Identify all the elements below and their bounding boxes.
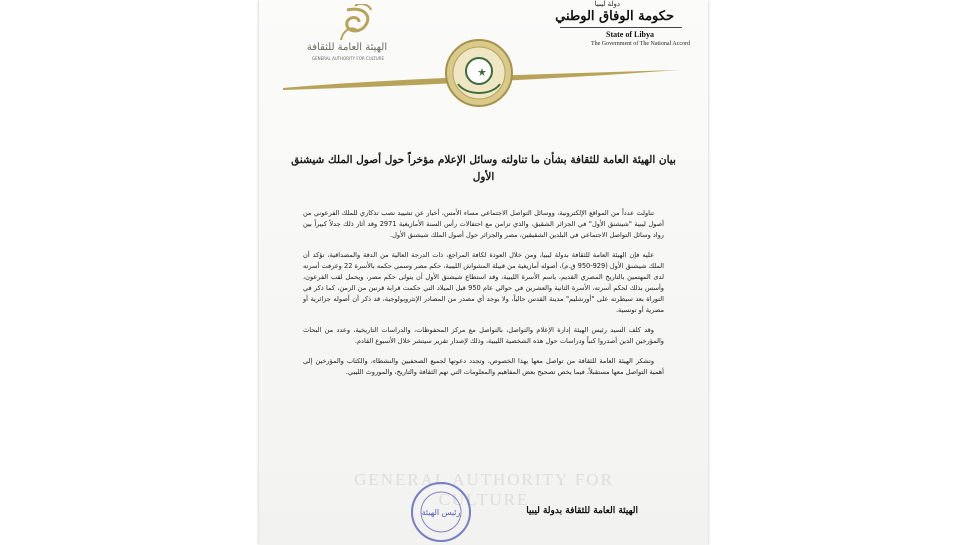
logo-english-text: GENERAL AUTHORITY FOR CULTURE bbox=[312, 56, 384, 61]
state-english: State of Libya bbox=[606, 30, 654, 39]
logo-arabic-text: الهيئة العامة للثقافة bbox=[306, 42, 388, 53]
stamp-text: رئيس الهيئة bbox=[421, 508, 461, 517]
header-divider bbox=[560, 27, 682, 28]
government-arabic: حكومة الوفاق الوطني bbox=[555, 9, 674, 24]
paragraph-4: وتشكر الهيئة العامة للثقافة من تواصل معها بهذا الخصوص، وتجدد دعوتها لجميع الصحفيين والنشطاء، والكتاب والمؤرخين إلى أهمية التواصل معها مستقبلاً، فيما يخص تصحيح بعض المفاهيم والمعلومات التي تهم الثقافة والتاريخ، والموروث الليبي. bbox=[303, 357, 664, 376]
signature-line: الهيئة العامة للثقافة بدولة ليبيا bbox=[526, 506, 638, 516]
paragraph-2: عليه فإن الهيئة العامة للثقافة بدولة ليبيا، ومن خلال العودة لكافة المراجع، ذات الدرجة العالية من الدقة والمصداقية، تؤكد أن الملك شيشنق الأول (929-950 ق.م)، أصوله أمازيغية من قبيلة المشواش الليبية، حكم مصر وسمي حكمه بالأسرة 22 وعرفت أسرته لدى المهتمين بالتاريخ المصري القديم، باسم الأسرة الليبية، وقد استطاع شيشنق الأول أن يتولى حكم مصر، ويحمل لقب الفرعون، وأسس بذلك لحكم أسرته، الأسرة الثانية والعشرين في حوالي عام 950 قبل الميلاد التي حكمت قرابة قرنين من الزمن، كما ذكر في التوراة بعد سيطرته على "أورشليم" مدينة القدس حالياً، ولا يوجد أي مصدر من المصادر الإنثروبولوجية، قد ذكر أن أصوله جزائرية أو مصرية أو تونسية. bbox=[303, 251, 664, 314]
paragraph-1: تناولت عدداً من المواقع الإلكترونية، ووسائل التواصل الاجتماعي مساء الأمس، أخبار عن تشييد نصب تذكاري للملك الفرعوني من أصول ليبية "شيشنق الأول" في الجزائر الشقيق، والذي تزامن مع احتفالات رأس السنة الأمازيغية 2971 وقد أثار ذلك جدلاً كبيراً بين رواد وسائل التواصل الاجتماعي في البلدين الشقيقين، مصر والجزائر حول أصول الملك شيشنق الأول. bbox=[303, 209, 664, 239]
watermark-text: GENERAL AUTHORITY FOR CULTURE bbox=[354, 470, 614, 509]
government-seal-icon bbox=[444, 38, 514, 108]
document-page bbox=[259, 0, 708, 545]
state-arabic: دولة ليبيا bbox=[594, 0, 620, 8]
government-english: The Government of The National Accord bbox=[590, 41, 690, 47]
official-stamp-icon bbox=[409, 480, 473, 544]
government-header bbox=[540, 0, 700, 48]
document-title: بيان الهيئة العامة للثقافة بشأن ما تناولته وسائل الإعلام مؤخراً حول أصول الملك شيشنق الأول bbox=[291, 154, 676, 183]
paragraph-3: وقد كلف السيد رئيس الهيئة إدارة الإعلام والتواصل، بالتواصل مع مركز المحفوظات، والدراسات التاريخية، وعدد من البحاث والمؤرخين الذين أصدروا كتباً ودراسات حول هذه الشخصية الليبية، وذلك لإصدار تقرير سيتشر خلال الأسبوع القادم. bbox=[303, 326, 664, 345]
document-body bbox=[303, 208, 664, 387]
